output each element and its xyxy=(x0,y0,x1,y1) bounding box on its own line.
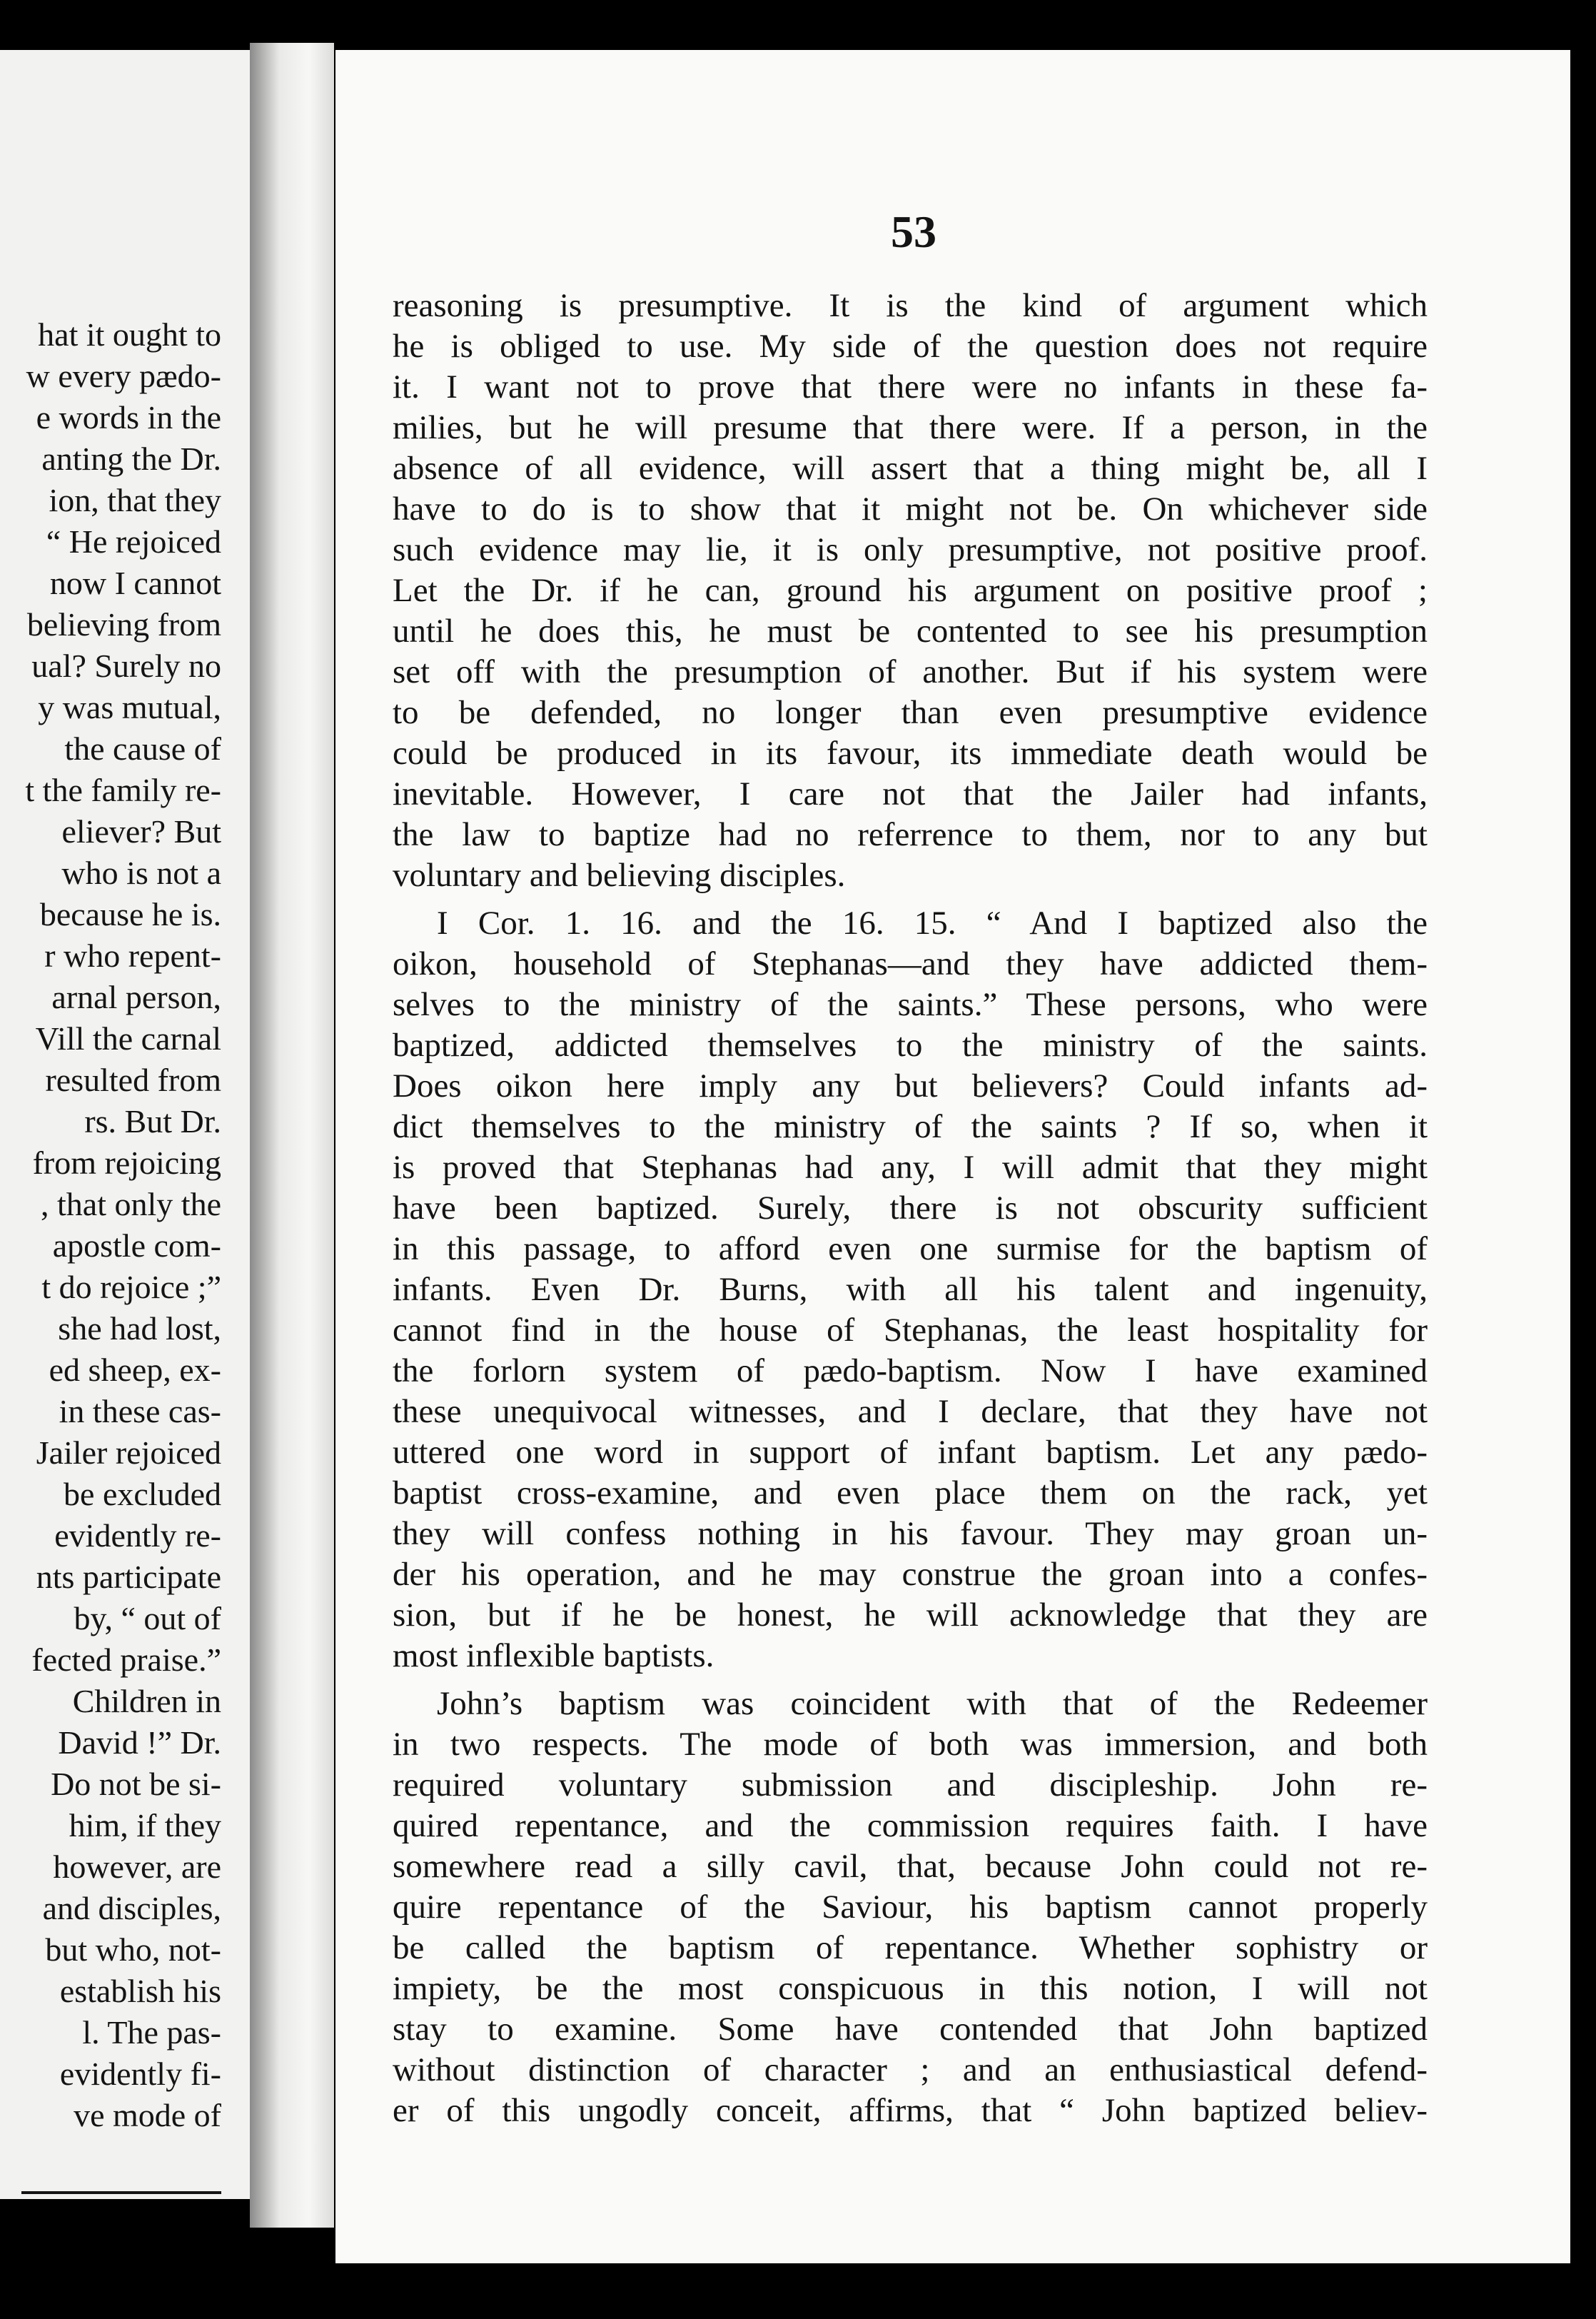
text-line: selves to the ministry of the saints.” These persons, who were xyxy=(393,986,1428,1023)
left-page-line: now I cannot xyxy=(49,565,221,601)
left-page-line: Do not be si- xyxy=(51,1766,221,1802)
left-page-line: from rejoicing xyxy=(32,1145,221,1181)
text-line: quired repentance, and the commission requires faith. I have xyxy=(393,1807,1428,1844)
text-line: absence of all evidence, will assert that a thing might be, all I xyxy=(393,450,1428,487)
text-line: dict themselves to the ministry of the saints ? If so, when it xyxy=(393,1108,1428,1145)
left-page-line: hat it ought to xyxy=(38,316,221,353)
left-page-line: r who repent- xyxy=(44,937,221,974)
text-line: infants. Even Dr. Burns, with all his talent and ingenuity, xyxy=(393,1271,1428,1308)
text-line: the law to baptize had no referrence to them, nor to any but xyxy=(393,816,1428,853)
text-line: er of this ungodly conceit, affirms, that “ John baptized believ- xyxy=(393,2092,1428,2129)
paragraph-2 xyxy=(393,903,1428,1676)
left-page-line: resulted from xyxy=(45,1062,221,1098)
scan-border xyxy=(1570,43,1596,2270)
left-page-line: evidently fi- xyxy=(59,2056,221,2092)
left-page-line: l. The pas- xyxy=(82,2014,221,2051)
paragraph-3 xyxy=(393,1684,1428,2131)
text-line: they will confess nothing in his favour. They may groan un- xyxy=(393,1515,1428,1552)
text-line: uttered one word in support of infant baptism. Let any pædo- xyxy=(393,1434,1428,1471)
text-line: until he does this, he must be contented to see his presumption xyxy=(393,613,1428,650)
text-line: be called the baptism of repentance. Whether sophistry or xyxy=(393,1929,1428,1966)
text-line: he is obliged to use. My side of the question does not require xyxy=(393,328,1428,365)
text-line: set off with the presumption of another. But if his system were xyxy=(393,653,1428,690)
left-page-line: Jailer rejoiced xyxy=(36,1434,221,1471)
text-line: to be defended, no longer than even presumptive evidence xyxy=(393,694,1428,731)
text-line: milies, but he will presume that there were. If a person, in the xyxy=(393,409,1428,446)
left-page-line: establish his xyxy=(59,1973,221,2009)
left-page-line: fected praise.” xyxy=(31,1641,221,1678)
left-page-line: apostle com- xyxy=(52,1227,221,1264)
left-page-line: believing from xyxy=(26,606,221,643)
text-line: Does oikon here imply any but believers? Could infants ad- xyxy=(393,1067,1428,1105)
left-page-line: and disciples, xyxy=(42,1890,221,1926)
text-line: quire repentance of the Saviour, his baptism cannot properly xyxy=(393,1888,1428,1926)
text-line: sion, but if he be honest, he will acknowledge that they are xyxy=(393,1596,1428,1634)
left-page-fragment xyxy=(0,50,250,2199)
left-page-line: David !” Dr. xyxy=(58,1724,221,1761)
left-page-line: rs. But Dr. xyxy=(84,1103,221,1140)
text-line: voluntary and believing disciples. xyxy=(393,857,846,894)
left-page-line: arnal person, xyxy=(51,979,221,1015)
left-page-line: the cause of xyxy=(64,730,221,767)
left-page-line: anting the Dr. xyxy=(41,441,221,477)
left-page-line: y was mutual, xyxy=(38,689,221,725)
left-page-line: who is not a xyxy=(61,855,221,891)
text-line: is proved that Stephanas had any, I will admit that they might xyxy=(393,1149,1428,1186)
text-line: such evidence may lie, it is only presumptive, not positive proof. xyxy=(393,531,1428,568)
left-page-line: eliever? But xyxy=(61,813,221,850)
text-line: baptized, addicted themselves to the ministry of the saints. xyxy=(393,1027,1428,1064)
left-page-line: t the family re- xyxy=(25,772,221,808)
text-line: inevitable. However, I care not that the Jailer had infants, xyxy=(393,775,1428,813)
text-line: have to do is to show that it might not be. On whichever side xyxy=(393,491,1428,528)
text-line: could be produced in its favour, its immediate death would be xyxy=(393,735,1428,772)
left-page-line: w every pædo- xyxy=(26,358,221,394)
left-page-line: in these cas- xyxy=(59,1393,221,1429)
left-page-line: but who, not- xyxy=(45,1931,221,1968)
left-page-line: evidently re- xyxy=(54,1517,221,1554)
book-gutter xyxy=(250,43,334,2228)
body-text xyxy=(393,286,1428,2131)
text-line: in two respects. The mode of both was immersion, and both xyxy=(393,1726,1428,1763)
text-line: Let the Dr. if he can, ground his argument on positive proof ; xyxy=(393,572,1428,609)
left-page-line: ve mode of xyxy=(74,2097,221,2133)
left-page-footer-rule xyxy=(21,2191,221,2194)
text-line: John’s baptism was coincident with that of the Redeemer xyxy=(437,1685,1428,1722)
left-page-line: t do rejoice ;” xyxy=(41,1269,221,1305)
text-line: der his operation, and he may construe the groan into a confes- xyxy=(393,1556,1428,1593)
paragraph-1 xyxy=(393,286,1428,896)
text-line: stay to examine. Some have contended that John baptized xyxy=(393,2011,1428,2048)
left-page-line: be excluded xyxy=(64,1476,221,1512)
text-line: oikon, household of Stephanas—and they have addicted them- xyxy=(393,945,1428,982)
left-page-line: “ He rejoiced xyxy=(46,523,221,560)
text-line: cannot find in the house of Stephanas, the least hospitality for xyxy=(393,1312,1428,1349)
text-line: in this passage, to afford even one surmise for the baptism of xyxy=(393,1230,1428,1267)
text-line: these unequivocal witnesses, and I declare, that they have not xyxy=(393,1393,1428,1430)
text-line: required voluntary submission and discipleship. John re- xyxy=(393,1766,1428,1804)
page-number: 53 xyxy=(891,206,936,257)
text-line: most inflexible baptists. xyxy=(393,1637,714,1674)
left-page-lines xyxy=(0,314,221,2136)
left-page-line: ual? Surely no xyxy=(31,648,221,684)
left-page-line: him, if they xyxy=(69,1807,221,1843)
left-page-line: ed sheep, ex- xyxy=(49,1352,221,1388)
left-page-line: nts participate xyxy=(36,1559,221,1595)
text-line: impiety, be the most conspicuous in this notion, I will not xyxy=(393,1970,1428,2007)
left-page-line: , that only the xyxy=(41,1186,221,1222)
text-line: the forlorn system of pædo-baptism. Now I have examined xyxy=(393,1352,1428,1389)
text-line: it. I want not to prove that there were no infants in these fa- xyxy=(393,368,1428,406)
text-line: have been baptized. Surely, there is not obscurity sufficient xyxy=(393,1189,1428,1227)
text-line: reasoning is presumptive. It is the kind of argument which xyxy=(393,287,1428,324)
text-line: I Cor. 1. 16. and the 16. 15. “ And I baptized also the xyxy=(437,905,1428,942)
left-page-line: Children in xyxy=(72,1683,221,1719)
text-line: without distinction of character ; and an enthusiastical defend- xyxy=(393,2051,1428,2088)
left-page-line: she had lost, xyxy=(58,1310,221,1347)
left-page-line: however, are xyxy=(53,1848,221,1885)
left-page-line: ion, that they xyxy=(49,482,221,518)
left-page-line: by, “ out of xyxy=(74,1600,221,1636)
left-page-line: Vill the carnal xyxy=(35,1020,221,1057)
text-line: baptist cross-examine, and even place them on the rack, yet xyxy=(393,1474,1428,1511)
left-page-line: because he is. xyxy=(39,896,221,932)
right-page xyxy=(335,50,1570,2263)
left-page-line: e words in the xyxy=(36,399,221,436)
text-line: somewhere read a silly cavil, that, because John could not re- xyxy=(393,1848,1428,1885)
